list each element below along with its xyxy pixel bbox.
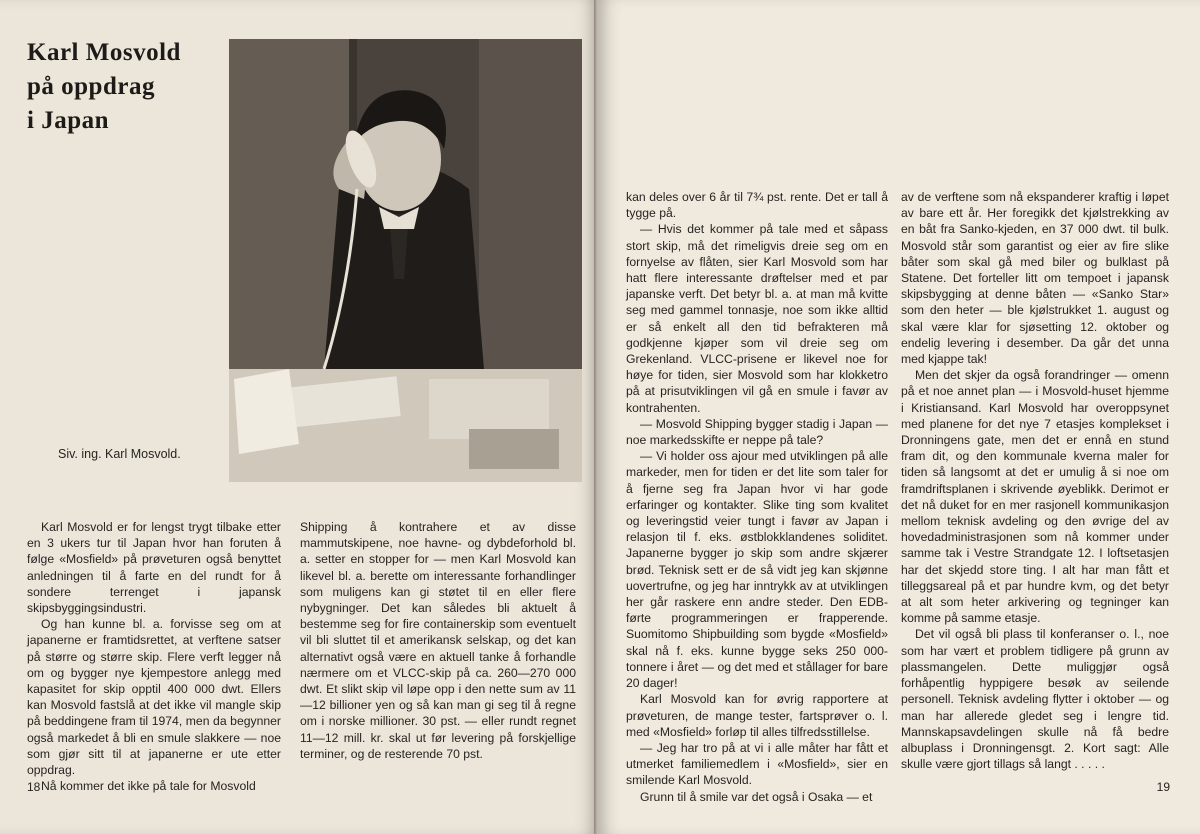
- right-page-column-2: [901, 189, 1169, 772]
- paragraph: Men det skjer da også forandringer — omenn på et noe annet plan — i Mosvold-huset hjemme i Kristiansand. Karl Mosvold har overoppsynet med planene for det nye 7 etasjes komplekset i Dronningens gate, men det er ennå en stund fram dit, og den kommunale kverna maler for tiden så langsomt at det er umulig å si noe om framdriftsplanen i skrivende øyeblikk. Derimot er det nå duket for en mer rasjonell kommunikasjon mellom teknisk avdeling og den øvrige del av hovedadministrasjonen som nå kommer under samme tak i Vestre Strandgate 12. I loftsetasjen har det skjedd store ting. I alt har man fått et tilleggsareal på et par hundre kvm, og det betyr at alt som heter arkivering og tegninger kan komme på samme etasje.: [901, 368, 1169, 626]
- title-line: Karl Mosvold: [27, 39, 181, 66]
- portrait-illustration: [229, 39, 582, 482]
- paragraph: Det vil også bli plass til konferanser o. l., noe som har vært et problem tidligere på grunn av plassmangelen. Dette muliggjør også forhåpentlig hyppigere besøk av seilende personell. Teknisk avdeling flytter i oktober — og man har allerede gledet seg i lengre tid. Mannskapsavdelingen skulle nå få bedre albuplass i Dronningensgt. 2. Kort sagt: Alle skulle være gjort tillags så langt . . . . .: [901, 627, 1169, 772]
- title-line: i Japan: [27, 107, 110, 134]
- portrait-photo: [229, 39, 582, 482]
- paragraph: Grunn til å smile var det også i Osaka — et: [640, 789, 873, 804]
- paragraph: Karl Mosvold kan for øvrig rapportere at prøveturen, de mange tester, fartsprøver o. l. med «Mosfield» forløp til alles tilfredsstillelse.: [626, 692, 888, 739]
- paragraph: Karl Mosvold er for lengst trygt tilbake etter en 3 ukers tur til Japan hvor han foruten å følge «Mosfield» på prøveturen også benyttet anledningen til å farte en del rundt for å sondere terrenget i japansk skipsbyggingsindustri.: [27, 520, 281, 616]
- paragraph: kan deles over 6 år til 7¾ pst. rente. Det er tall å tygge på.: [626, 190, 888, 221]
- paragraph: — Mosvold Shipping bygger stadig i Japan — noe markedsskifte er neppe på tale?: [626, 416, 888, 448]
- paragraph: av de verftene som nå ekspanderer kraftig i løpet av bare ett år. Her foregikk det kjølstrekking av en båt fra Sanko-kjeden, en 37 000 dwt. til bulk. Mosvold står som garantist og eier av fire slike båter som skal gå med biler og bulklast på Statene. Det forteller litt om tempoet i japansk skipsbygging at denne båten — «Sanko Star» som den heter — ble kjølstrukket 1. august og skal være klar for sjøsetting 12. oktober og endelig levering i desember. Da går det unna med kjappe tak!: [901, 190, 1169, 367]
- paragraph: Og han kunne bl. a. forvisse seg om at japanerne er framtidsrettet, at verftene satser på større og større skip. Flere verft legger nå om og bygger nye kjempestore anlegg med kapasitet for skip opptil 400 000 dwt. Ellers kan Mosvold fastslå at det ikke vil mangle skip på beddingene fram til 1974, men da begynner også markedet å bli en smule slakkere — noe som gjør sitt til at japanerne er ute etter oppdrag.: [27, 617, 281, 778]
- paragraph: — Jeg har tro på at vi i alle måter har fått et utmerket familiemedlem i «Mosfield», sier en smilende Karl Mosvold.: [626, 740, 888, 788]
- photo-caption: Siv. ing. Karl Mosvold.: [58, 447, 181, 461]
- paragraph: — Hvis det kommer på tale med et såpass stort skip, må det rimeligvis dreie seg om en fornyelse av flåten, sier Karl Mosvold som har hatt flere interessante drøftelser med et par japanske verft. Det betyr bl. a. at man må kvitte seg med gammel tonnasje, noe som ikke alltid er så enkelt all den tid befrakteren må godkjenne kjøper som vil dreie seg om Grekenland. VLCC-prisene er likevel noe for høye for tiden, sier Mosvold som har klokketro på at prisutviklingen vil gå en smule i favør av kontrahenten.: [626, 222, 888, 415]
- title-line: på oppdrag: [27, 73, 155, 100]
- paragraph: — Vi holder oss ajour med utviklingen på alle markeder, men for tiden er det lite som taler for å fjerne seg fra Japan hvor vi har gode erfaringer og kontakter. Slike ting som kvalitet og leveringstid veier tungt i favør av Japan i relasjon til f. eks. østblokklandenes soliditet. Japanerne bygger jo skip som andre skjærer brød. Teknisk sett er de så vidt jeg kan skjønne uovertrufne, og jeg har inntrykk av at utviklingen her går raskere enn andre steder. Den EDB-førte programmeringen er frapperende. Suomitomo Shipbuilding som bygde «Mosfield» skal nå f. eks. kunne bygge seks 250 000-tonnere i året — og det med et stållager for bare 20 dager!: [626, 449, 888, 691]
- left-page: [0, 0, 598, 834]
- page-number: 19: [1156, 780, 1170, 794]
- right-page-column-1: [626, 189, 888, 805]
- page-number: 18: [27, 780, 41, 794]
- left-page-column-2: [300, 519, 576, 762]
- paragraph: Shipping å kontrahere et av disse mammutskipene, noe havne- og dybdeforhold bl. a. setter en stopper for — men Karl Mosvold kan likevel bl. a. berette om interessante forhandlinger som muligens kan gi støtet til en eller flere nybygninger. Det kan således bli aktuelt å bestemme seg for fire containerskip som eventuelt vil bli sluttet til et amerikansk selskap, og det kan alternativt også være en aktuell tanke å forhandle nærmere om et VLCC-skip på ca. 260—270 000 dwt. Et slikt skip vil løpe opp i den nette sum av 11—12 billioner yen og så kan man gi seg til å regne om i norske millioner. 30 pst. — eller rundt regnet 11—12 mill. kr. skal ut før levering på forskjellige terminer, og de resterende 70 pst.: [300, 520, 576, 761]
- right-page: [598, 0, 1200, 834]
- left-page-column-1: [27, 519, 281, 794]
- article-title: [27, 36, 181, 138]
- paragraph: Nå kommer det ikke på tale for Mosvold: [41, 779, 256, 794]
